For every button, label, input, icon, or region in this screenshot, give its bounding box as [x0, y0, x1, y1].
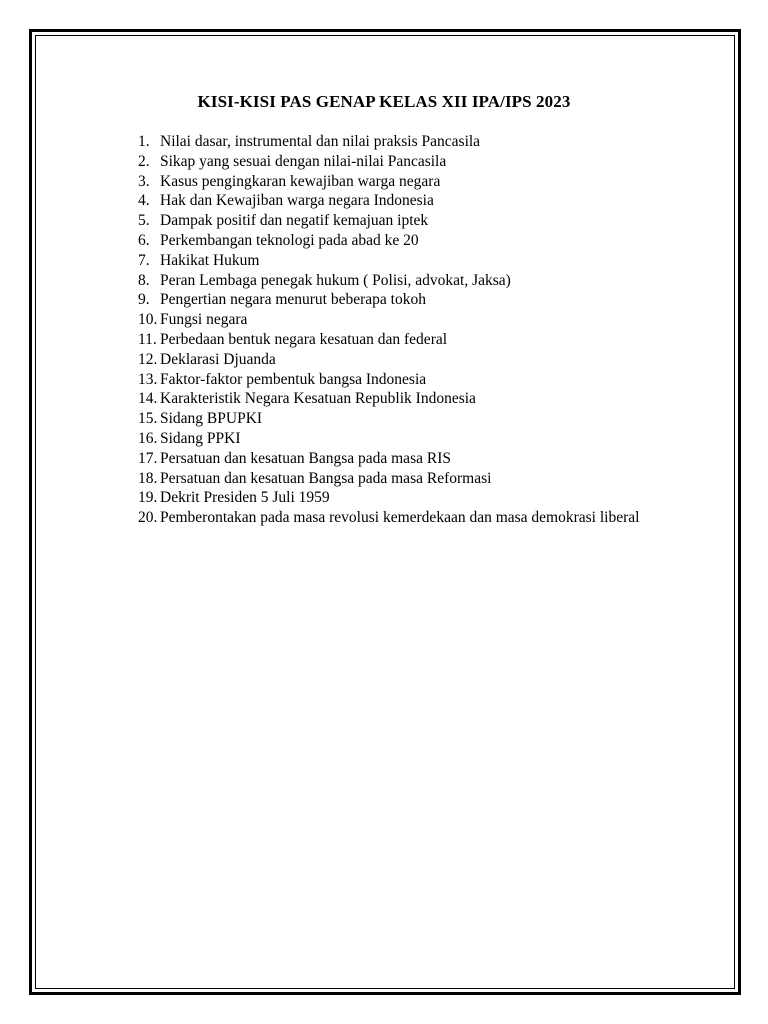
item-text: Hak dan Kewajiban warga negara Indonesia: [160, 192, 434, 210]
item-number: 4.: [138, 192, 150, 210]
item-number: 9.: [138, 291, 150, 309]
item-text: Pengertian negara menurut beberapa tokoh: [160, 291, 426, 309]
item-number: 13.: [138, 370, 158, 388]
item-number: 7.: [138, 251, 150, 269]
list-item: [138, 488, 678, 508]
item-number: 19.: [138, 489, 158, 507]
item-text: Fungsi negara: [160, 311, 248, 329]
item-number: 12.: [138, 350, 158, 368]
item-number: 3.: [138, 172, 150, 190]
item-text: Deklarasi Djuanda: [160, 350, 276, 368]
item-text: Peran Lembaga penegak hukum ( Polisi, advokat, Jaksa): [160, 271, 511, 289]
list-item: [138, 172, 678, 192]
list-item: [138, 409, 678, 429]
item-text: Karakteristik Negara Kesatuan Republik Indonesia: [160, 390, 476, 408]
list-item: [138, 350, 678, 370]
list-item: [138, 508, 678, 528]
item-text: Hakikat Hukum: [160, 251, 260, 269]
item-number: 11.: [138, 330, 157, 348]
list-item: [138, 231, 678, 251]
item-text: Dampak positif dan negatif kemajuan iptek: [160, 212, 429, 230]
item-text: Faktor-faktor pembentuk bangsa Indonesia: [160, 370, 427, 388]
list-item: [138, 290, 678, 310]
item-text: Persatuan dan kesatuan Bangsa pada masa RIS: [160, 449, 451, 467]
list-item: [138, 191, 678, 211]
topic-list: [138, 132, 678, 528]
item-text: Pemberontakan pada masa revolusi kemerdekaan dan masa demokrasi liberal: [160, 509, 640, 527]
list-item: [138, 251, 678, 271]
list-item: [138, 152, 678, 172]
item-text: Dekrit Presiden 5 Juli 1959: [160, 489, 330, 507]
list-item: [138, 211, 678, 231]
item-number: 8.: [138, 271, 150, 289]
list-item: [138, 310, 678, 330]
item-text: Persatuan dan kesatuan Bangsa pada masa Reformasi: [160, 469, 492, 487]
list-item: [138, 132, 678, 152]
list-item: [138, 429, 678, 449]
item-number: 16.: [138, 429, 158, 447]
item-text: Sikap yang sesuai dengan nilai-nilai Pancasila: [160, 152, 447, 170]
item-number: 14.: [138, 390, 158, 408]
document-title: KISI-KISI PAS GENAP KELAS XII IPA/IPS 2023: [197, 92, 571, 111]
list-item: [138, 271, 678, 291]
item-number: 2.: [138, 152, 150, 170]
item-number: 17.: [138, 449, 158, 467]
item-number: 10.: [138, 311, 158, 329]
item-text: Perbedaan bentuk negara kesatuan dan federal: [160, 330, 448, 348]
item-text: Perkembangan teknologi pada abad ke 20: [160, 231, 419, 249]
item-text: Kasus pengingkaran kewajiban warga negara: [160, 172, 441, 190]
item-number: 1.: [138, 133, 150, 150]
item-text: Sidang BPUPKI: [160, 410, 263, 428]
list-item: [138, 469, 678, 489]
item-text: Nilai dasar, instrumental dan nilai praksis Pancasila: [160, 133, 481, 150]
list-item: [138, 370, 678, 390]
item-text: Sidang PPKI: [160, 429, 241, 447]
item-number: 18.: [138, 469, 158, 487]
list-item: [138, 330, 678, 350]
item-number: 5.: [138, 212, 150, 230]
list-item: [138, 449, 678, 469]
item-number: 15.: [138, 410, 158, 428]
list-item: [138, 389, 678, 409]
item-number: 20.: [138, 509, 158, 527]
item-number: 6.: [138, 231, 150, 249]
